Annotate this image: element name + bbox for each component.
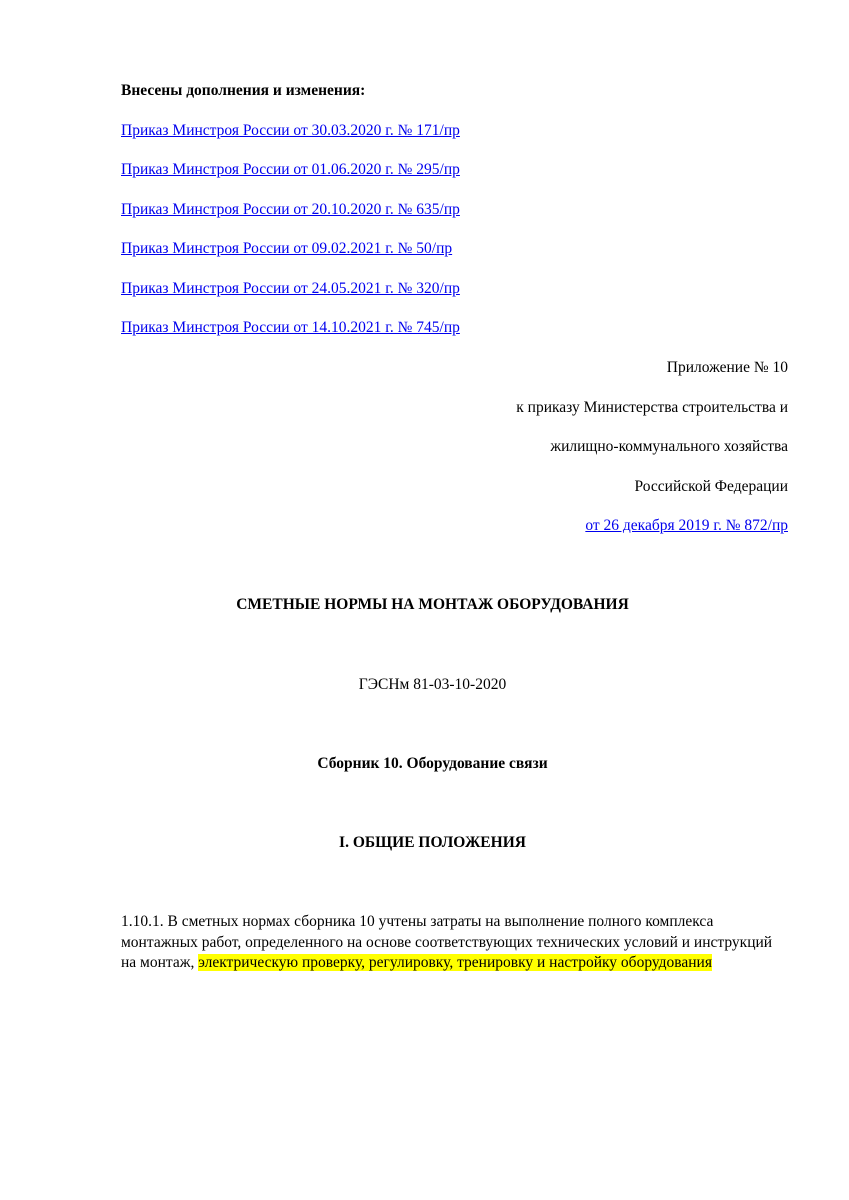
paragraph-1-10-1 [121,912,791,974]
norm-code: ГЭСНм 81-03-10-2020 [358,676,507,693]
appendix-country-line: Российской Федерации [634,478,788,495]
appendix-number: Приложение № 10 [666,359,788,376]
appendix-ministry-line: жилищно-коммунального хозяйства [550,438,788,455]
collection-title: Сборник 10. Оборудование связи [317,755,548,772]
amendment-link-5[interactable]: Приказ Минстроя России от 24.05.2021 г. № 320/пр [121,280,460,297]
amendment-link-6[interactable]: Приказ Минстроя России от 14.10.2021 г. № 745/пр [121,319,460,336]
paragraph-text: 1.10.1. В сметных нормах сборника 10 учтены затраты на выполнение полного комплекса монтажных работ, определенного на основе соответствующих технических условий и инструкций на монтаж, [121,913,773,971]
amendment-link-3[interactable]: Приказ Минстроя России от 20.10.2020 г. № 635/пр [121,201,460,218]
section-heading: I. ОБЩИЕ ПОЛОЖЕНИЯ [339,834,526,851]
highlighted-text: электрическую проверку, регулировку, тренировку и настройку оборудования [198,954,712,971]
appendix-order-line: к приказу Министерства строительства и [516,399,788,416]
amendment-link-2[interactable]: Приказ Минстроя России от 01.06.2020 г. № 295/пр [121,161,460,178]
amendment-link-1[interactable]: Приказ Минстроя России от 30.03.2020 г. № 171/пр [121,122,460,139]
appendix-order-link[interactable]: от 26 декабря 2019 г. № 872/пр [585,517,788,534]
amendments-heading: Внесены дополнения и изменения: [121,82,366,99]
amendment-link-4[interactable]: Приказ Минстроя России от 09.02.2021 г. № 50/пр [121,240,453,257]
document-title: СМЕТНЫЕ НОРМЫ НА МОНТАЖ ОБОРУДОВАНИЯ [236,596,629,613]
